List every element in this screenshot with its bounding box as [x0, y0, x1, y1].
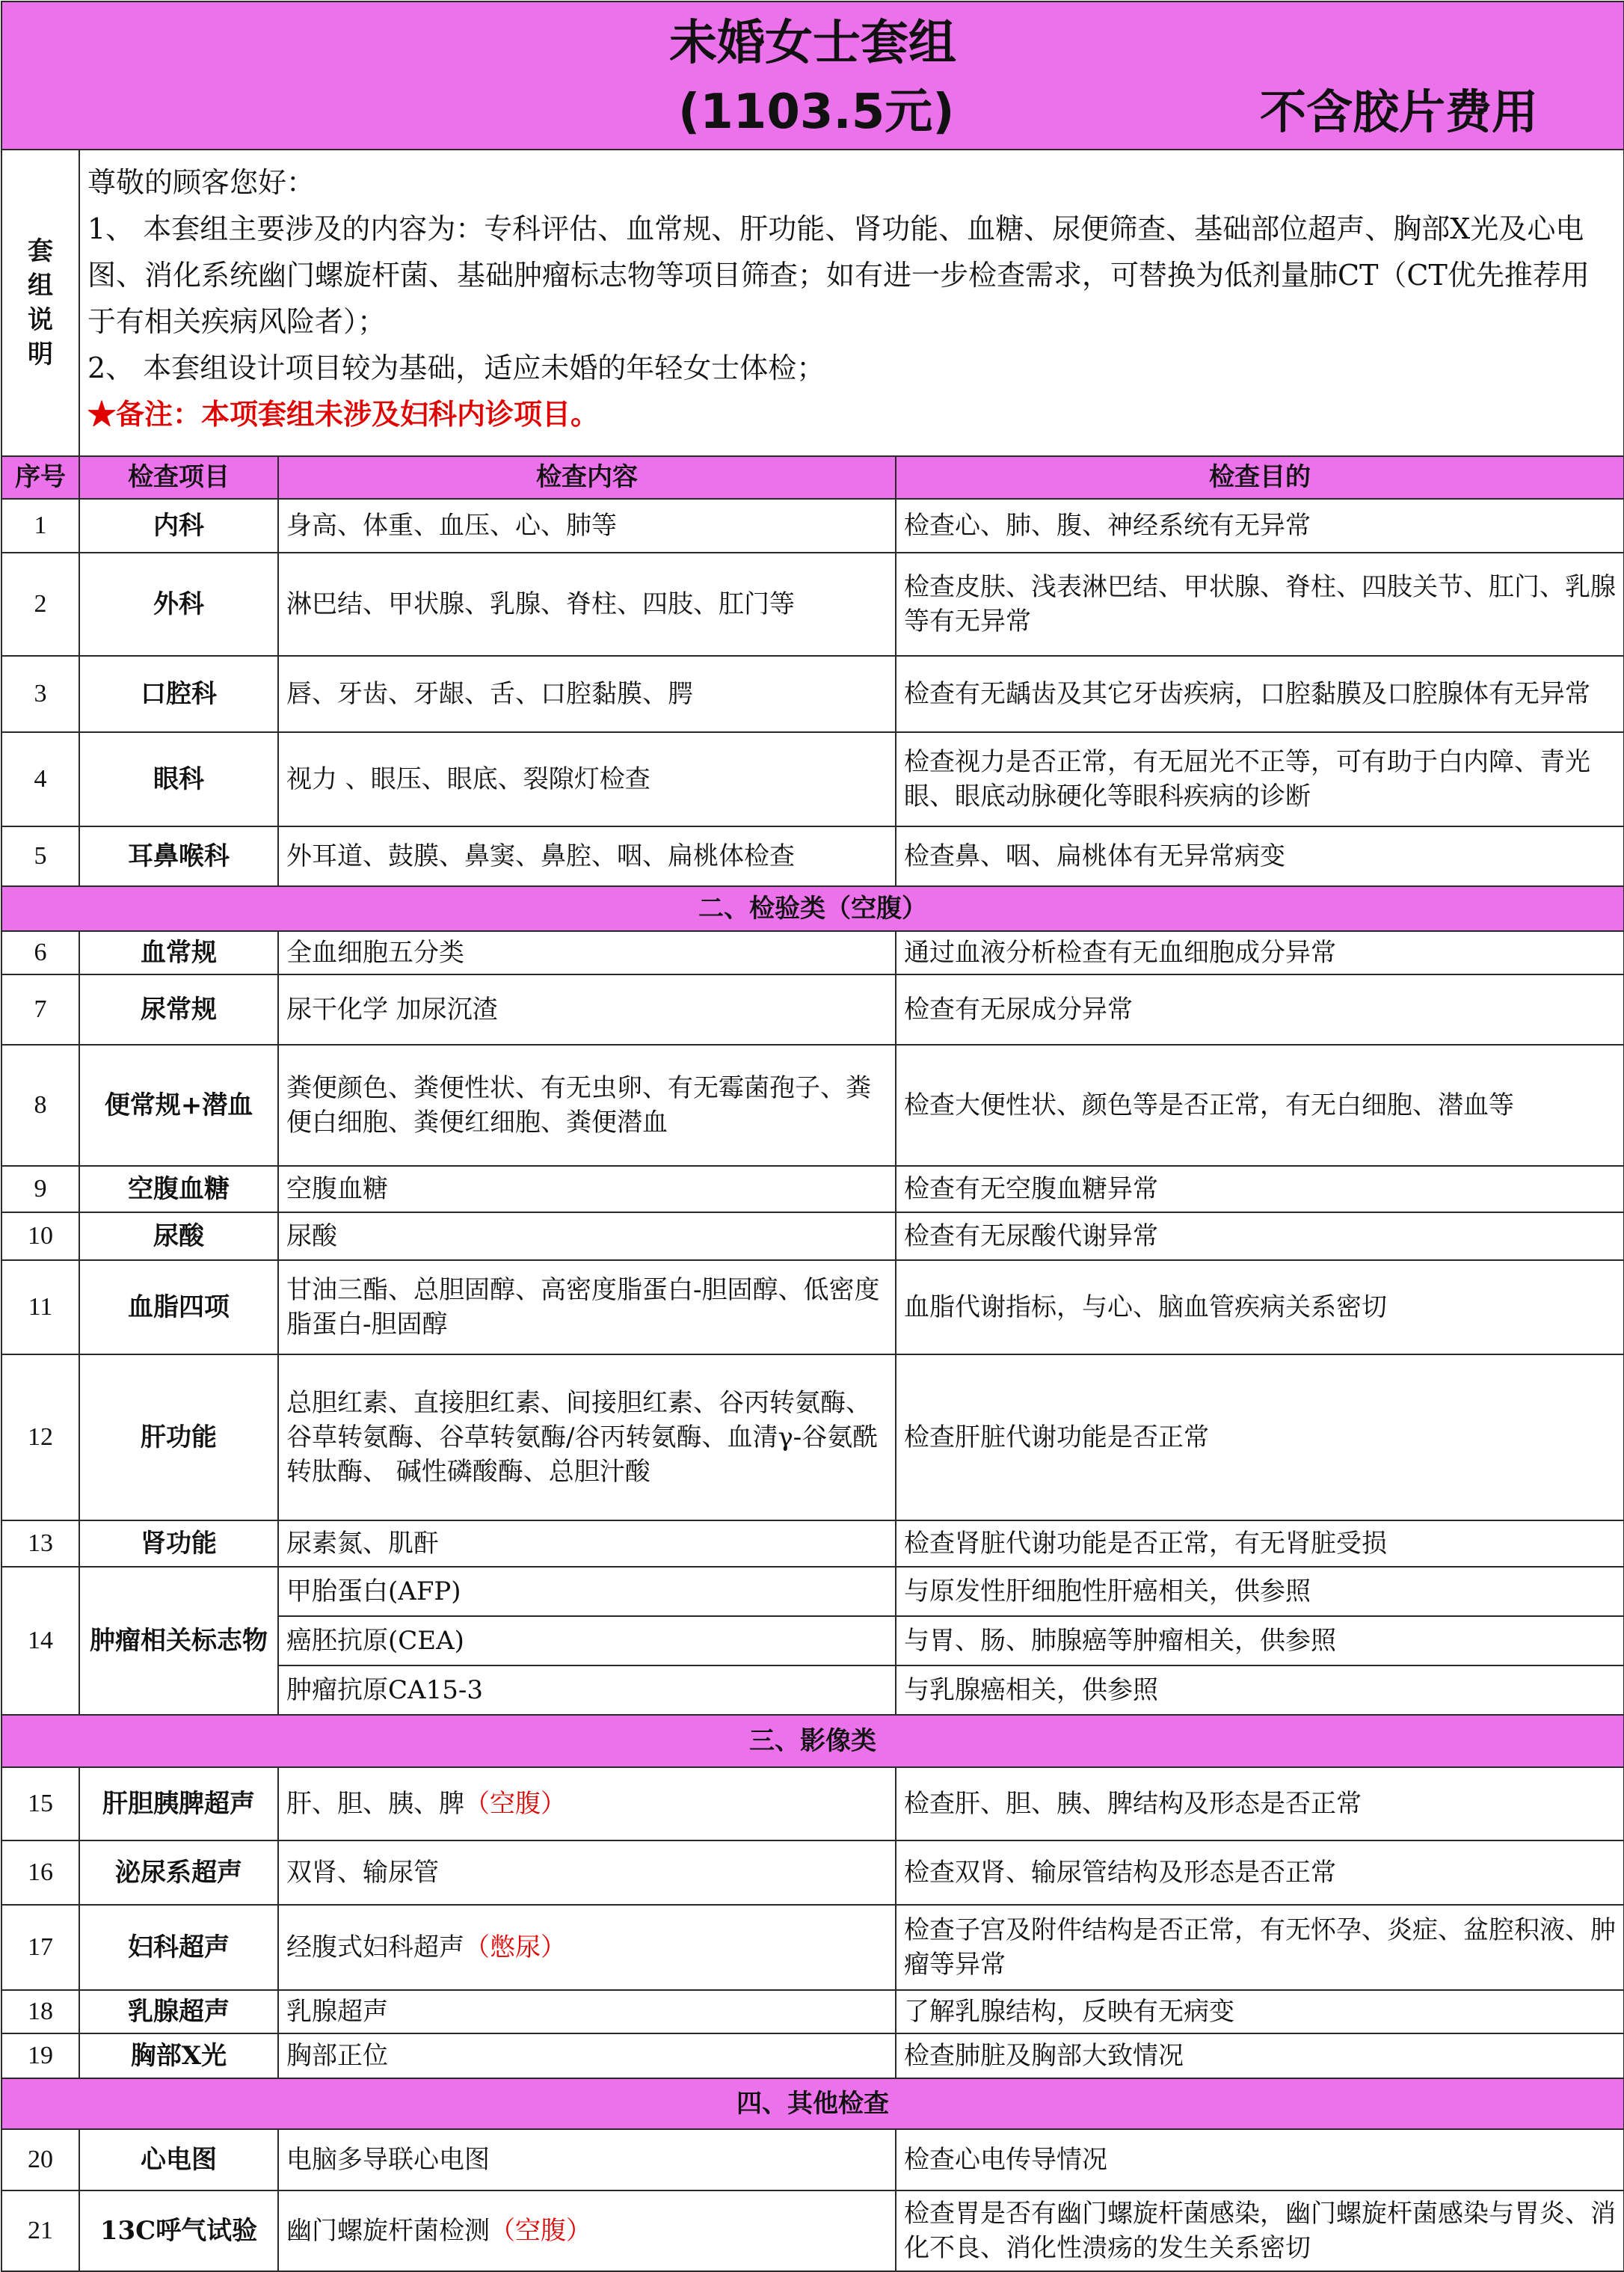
row-purpose: 与乳腺癌相关，供参照: [896, 1665, 1624, 1715]
column-header-row: [1, 456, 1624, 499]
row-number: 9: [1, 1166, 79, 1212]
header-banner: [10, 2, 1616, 149]
row-purpose: 检查有无尿成分异常: [896, 974, 1624, 1045]
section-header-other: [1, 2078, 1624, 2129]
row-number: 20: [1, 2129, 79, 2190]
row-number: 10: [1, 1212, 79, 1260]
row-item: 耳鼻喉科: [79, 826, 278, 886]
row-content: 胸部正位: [278, 2033, 896, 2078]
row-purpose: 检查肝、胆、胰、脾结构及形态是否正常: [896, 1767, 1624, 1840]
row-purpose: 检查有无尿酸代谢异常: [896, 1212, 1624, 1260]
row-item: 内科: [79, 499, 278, 553]
row-purpose: 检查视力是否正常，有无屈光不正等，可有助于白内障、青光眼、眼底动脉硬化等眼科疾病的诊断: [896, 732, 1624, 826]
intro-point-2: 2、 本套组设计项目较为基础，适应未婚的年轻女士体检；: [87, 351, 825, 384]
row-content: 全血细胞五分类: [278, 931, 896, 974]
row-content: 粪便颜色、粪便性状、有无虫卵、有无霉菌孢子、粪便白细胞、粪便红细胞、粪便潜血: [278, 1045, 896, 1166]
intro-label: 套 组 说 明: [1, 150, 79, 456]
row-item: 肿瘤相关标志物: [79, 1567, 278, 1715]
table-row: [1, 1840, 1624, 1905]
row-item: 妇科超声: [79, 1905, 278, 1990]
row-number: 19: [1, 2033, 79, 2078]
row-content: 尿酸: [278, 1212, 896, 1260]
row-number: 18: [1, 1990, 79, 2033]
row-purpose: 检查双肾、输尿管结构及形态是否正常: [896, 1840, 1624, 1905]
intro-point-1: 1、 本套组主要涉及的内容为：专科评估、血常规、肝功能、肾功能、血糖、尿便筛查、基础部位超声、胸部X光及心电图、消化系统幽门螺旋杆菌、基础肿瘤标志物等项目筛查；如有进一步检查需求，可替换为低剂量肺CT（CT优先推荐用于有相关疾病风险者）；: [87, 212, 1590, 338]
row-number: 12: [1, 1354, 79, 1520]
section-header-lab: [1, 886, 1624, 931]
row-content: 视力 、眼压、眼底、裂隙灯检查: [278, 732, 896, 826]
row-item: 尿常规: [79, 974, 278, 1045]
fasting-note: （空腹）: [490, 2215, 591, 2246]
table-row: [1, 656, 1624, 732]
row-purpose: 检查鼻、咽、扁桃体有无异常病变: [896, 826, 1624, 886]
row-item: 便常规+潜血: [79, 1045, 278, 1166]
intro-remark: ★备注：本项套组未涉及妇科内诊项目。: [87, 397, 600, 431]
row-purpose: 与原发性肝细胞性肝癌相关，供参照: [896, 1567, 1624, 1616]
col-header-no: 序号: [1, 456, 79, 499]
row-purpose: 血脂代谢指标，与心、脑血管疾病关系密切: [896, 1260, 1624, 1354]
row-purpose: 与胃、肠、肺腺癌等肿瘤相关，供参照: [896, 1616, 1624, 1665]
row-content: 乳腺超声: [278, 1990, 896, 2033]
row-item: 血常规: [79, 931, 278, 974]
intro-greeting: 尊敬的顾客您好：: [87, 166, 316, 199]
film-fee-note: 不含胶片费用: [1260, 85, 1539, 139]
row-number: 14: [1, 1567, 79, 1715]
package-table: [1, 1, 1624, 2272]
table-row: [1, 1166, 1624, 1212]
row-purpose: 检查心电传导情况: [896, 2129, 1624, 2190]
table-row: [1, 974, 1624, 1045]
row-content: 癌胚抗原(CEA): [278, 1616, 896, 1665]
row-content: 唇、牙齿、牙龈、舌、口腔黏膜、腭: [278, 656, 896, 732]
table-row: [1, 826, 1624, 886]
table-row: [1, 499, 1624, 553]
row-purpose: 检查胃是否有幽门螺旋杆菌感染，幽门螺旋杆菌感染与胃炎、消化不良、消化性溃疡的发生关系密切: [896, 2190, 1624, 2271]
row-content: 甲胎蛋白(AFP): [278, 1567, 896, 1616]
row-number: 6: [1, 931, 79, 974]
table-row: [1, 931, 1624, 974]
full-bladder-note: （憋尿）: [464, 1932, 566, 1962]
row-purpose: 检查肝脏代谢功能是否正常: [896, 1354, 1624, 1520]
table-row: [1, 1990, 1624, 2033]
row-item: 胸部X光: [79, 2033, 278, 2078]
row-item: 尿酸: [79, 1212, 278, 1260]
row-item: 外科: [79, 553, 278, 656]
row-item: 肾功能: [79, 1520, 278, 1567]
row-content: 淋巴结、甲状腺、乳腺、脊柱、四肢、肛门等: [278, 553, 896, 656]
row-content: 电脑多导联心电图: [278, 2129, 896, 2190]
row-item: 心电图: [79, 2129, 278, 2190]
row-number: 15: [1, 1767, 79, 1840]
row-number: 16: [1, 1840, 79, 1905]
row-number: 17: [1, 1905, 79, 1990]
table-row: [1, 1260, 1624, 1354]
row-item: 肝胆胰脾超声: [79, 1767, 278, 1840]
row-purpose: 检查有无空腹血糖异常: [896, 1166, 1624, 1212]
row-content: 肿瘤抗原CA15-3: [278, 1665, 896, 1715]
row-item: 乳腺超声: [79, 1990, 278, 2033]
fasting-note: （空腹）: [464, 1788, 566, 1819]
row-item: 肝功能: [79, 1354, 278, 1520]
col-header-purpose: 检查目的: [896, 456, 1624, 499]
row-number: 1: [1, 499, 79, 553]
row-number: 5: [1, 826, 79, 886]
row-purpose: 检查大便性状、颜色等是否正常，有无白细胞、潜血等: [896, 1045, 1624, 1166]
header-row: [1, 1, 1624, 150]
table-row: [1, 1567, 1624, 1616]
table-row: [1, 553, 1624, 656]
row-item: 血脂四项: [79, 1260, 278, 1354]
table-row: [1, 1520, 1624, 1567]
row-purpose: 检查子宫及附件结构是否正常，有无怀孕、炎症、盆腔积液、肿瘤等异常: [896, 1905, 1624, 1990]
row-content: 肝、胆、胰、脾（空腹）: [278, 1767, 896, 1840]
table-row: [1, 1905, 1624, 1990]
row-purpose: 通过血液分析检查有无血细胞成分异常: [896, 931, 1624, 974]
row-item: 眼科: [79, 732, 278, 826]
row-content: 幽门螺旋杆菌检测（空腹）: [278, 2190, 896, 2271]
row-content: 身高、体重、血压、心、肺等: [278, 499, 896, 553]
row-content: 空腹血糖: [278, 1166, 896, 1212]
intro-row: [1, 150, 1624, 456]
row-number: 7: [1, 974, 79, 1045]
row-number: 13: [1, 1520, 79, 1567]
section-title: 三、影像类: [1, 1715, 1624, 1767]
table-row: [1, 1354, 1624, 1520]
row-content: 甘油三酯、总胆固醇、高密度脂蛋白-胆固醇、低密度脂蛋白-胆固醇: [278, 1260, 896, 1354]
row-purpose: 检查肾脏代谢功能是否正常，有无肾脏受损: [896, 1520, 1624, 1567]
row-content: 双肾、输尿管: [278, 1840, 896, 1905]
row-item: 泌尿系超声: [79, 1840, 278, 1905]
section-title: 四、其他检查: [1, 2078, 1624, 2129]
section-title: 二、检验类（空腹）: [1, 886, 1624, 931]
row-item: 13C呼气试验: [79, 2190, 278, 2271]
row-number: 4: [1, 732, 79, 826]
table-row: [1, 1045, 1624, 1166]
row-number: 21: [1, 2190, 79, 2271]
package-price: (1103.5元): [678, 85, 955, 140]
row-purpose: 检查心、肺、腹、神经系统有无异常: [896, 499, 1624, 553]
row-number: 3: [1, 656, 79, 732]
section-header-imaging: [1, 1715, 1624, 1767]
table-row: [1, 2129, 1624, 2190]
table-row: [1, 2033, 1624, 2078]
row-content: 总胆红素、直接胆红素、间接胆红素、谷丙转氨酶、谷草转氨酶、谷草转氨酶/谷丙转氨酶、血清γ-谷氨酰转肽酶、 碱性磷酸酶、总胆汁酸: [278, 1354, 896, 1520]
package-title: 未婚女士套组: [669, 16, 956, 71]
row-number: 2: [1, 553, 79, 656]
row-content: 外耳道、鼓膜、鼻窦、鼻腔、咽、扁桃体检查: [278, 826, 896, 886]
row-number: 8: [1, 1045, 79, 1166]
table-row: [1, 1767, 1624, 1840]
row-content: 经腹式妇科超声（憋尿）: [278, 1905, 896, 1990]
col-header-item: 检查项目: [79, 456, 278, 499]
row-item: 空腹血糖: [79, 1166, 278, 1212]
table-row: [1, 732, 1624, 826]
row-item: 口腔科: [79, 656, 278, 732]
row-purpose: 检查肺脏及胸部大致情况: [896, 2033, 1624, 2078]
col-header-content: 检查内容: [278, 456, 896, 499]
row-purpose: 检查有无龋齿及其它牙齿疾病，口腔黏膜及口腔腺体有无异常: [896, 656, 1624, 732]
row-number: 11: [1, 1260, 79, 1354]
row-content: 尿素氮、肌酐: [278, 1520, 896, 1567]
row-purpose: 了解乳腺结构，反映有无病变: [896, 1990, 1624, 2033]
row-purpose: 检查皮肤、浅表淋巴结、甲状腺、脊柱、四肢关节、肛门、乳腺等有无异常: [896, 553, 1624, 656]
table-row: [1, 1212, 1624, 1260]
row-content: 尿干化学 加尿沉渣: [278, 974, 896, 1045]
intro-text: [79, 150, 1624, 456]
